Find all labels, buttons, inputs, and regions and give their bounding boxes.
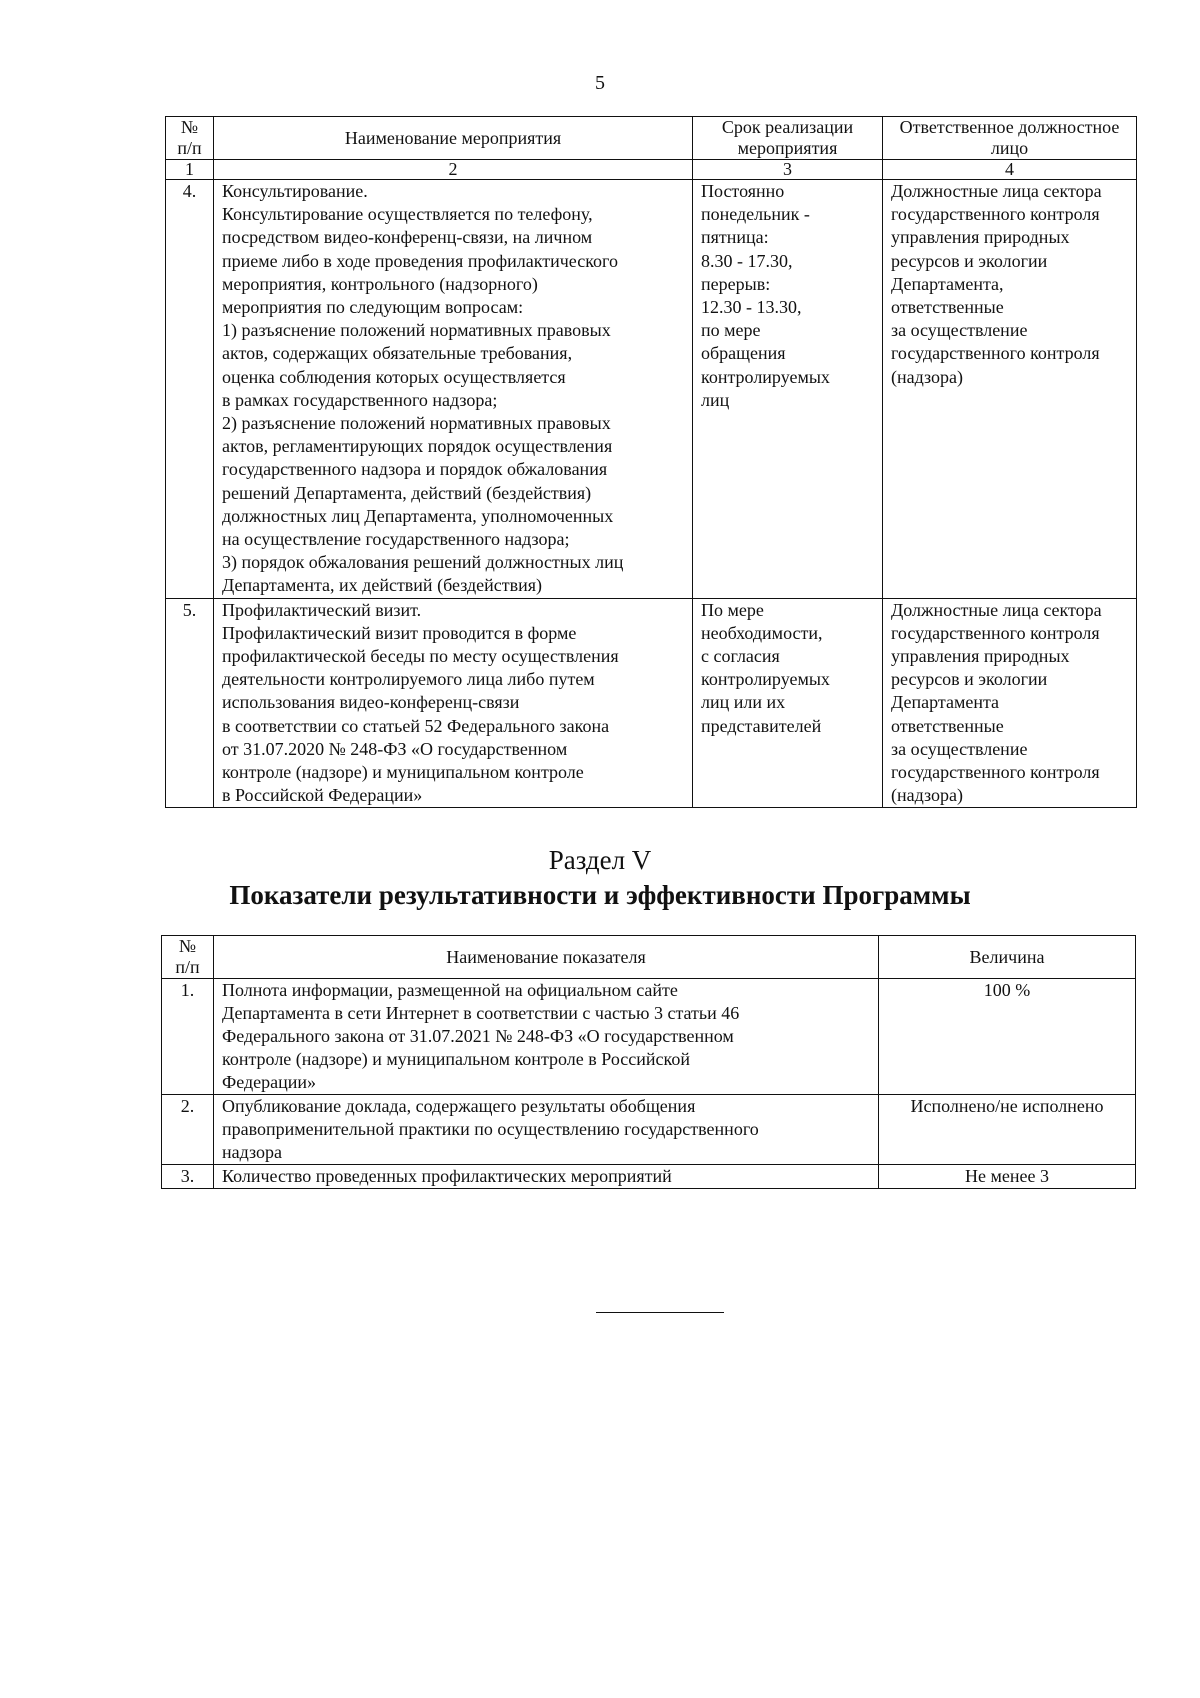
column-numbers-row [166, 160, 1137, 180]
cell-text-line: в рамках государственного надзора; [222, 389, 498, 410]
header-indicator-name: Наименование показателя [214, 936, 879, 979]
cell-text-line: ответственные [891, 715, 1004, 736]
cell-text-line: мероприятия, контрольного (надзорного) [222, 273, 538, 294]
cell-text-line: контролируемых [701, 366, 830, 387]
indicator-name-cell [214, 979, 879, 1095]
header-num-line: п/п [177, 138, 202, 158]
cell-text-line: Профилактический визит. [222, 599, 422, 620]
cell-text-line: 12.30 - 13.30, [701, 297, 802, 318]
column-number: 3 [693, 160, 883, 180]
cell-text-line: оценка соблюдения которых осуществляется [222, 366, 566, 387]
cell-text-line: контроле (надзоре) и муниципальном контроле [222, 762, 584, 783]
indicator-value: 100 % [879, 979, 1136, 1095]
cell-text-line: Опубликование доклада, содержащего результаты обобщения [222, 1096, 696, 1116]
cell-text-line: должностных лиц Департамента, уполномоченных [222, 505, 614, 526]
cell-text-line: Постоянно [701, 181, 785, 201]
event-term-cell [693, 180, 883, 599]
row-number: 3. [162, 1165, 214, 1189]
table-row [166, 598, 1137, 808]
cell-text-line: в Российской Федерации» [222, 785, 423, 806]
cell-text-line: лиц или их [701, 692, 786, 713]
event-term-cell [693, 598, 883, 808]
cell-text-line: понедельник - [701, 204, 810, 225]
row-number: 2. [162, 1095, 214, 1165]
event-name-cell [214, 598, 693, 808]
cell-text-line: государственного контроля [891, 622, 1100, 643]
header-responsible-line: Ответственное должностное [899, 117, 1120, 137]
indicator-value: Исполнено/не исполнено [879, 1095, 1136, 1165]
cell-text-line: за осуществление [891, 738, 1028, 759]
header-name: Наименование мероприятия [214, 117, 693, 160]
cell-text-line: надзора [222, 1142, 282, 1162]
cell-text-line: на осуществление государственного надзора; [222, 529, 570, 550]
cell-text-line: Количество проведенных профилактических мероприятий [222, 1166, 672, 1186]
header-term-line: Срок реализации [721, 117, 854, 137]
cell-text-line: актов, регламентирующих порядок осуществления [222, 436, 613, 457]
column-number: 4 [883, 160, 1137, 180]
column-number: 1 [166, 160, 214, 180]
cell-text-line: деятельности контролируемого лица либо путем [222, 669, 595, 690]
cell-text-line: правоприменительной практики по осуществлению государственного [222, 1119, 759, 1139]
event-name-cell [214, 180, 693, 599]
cell-text-line: лиц [701, 389, 730, 410]
header-term-line: мероприятия [737, 138, 838, 158]
cell-text-line: ресурсов и экологии [891, 669, 1048, 690]
cell-text-line: государственного контроля [891, 343, 1100, 364]
cell-text-line: Департамента в сети Интернет в соответствии с частью 3 статьи 46 [222, 1003, 740, 1023]
column-number: 2 [214, 160, 693, 180]
cell-text-line: профилактической беседы по месту осуществления [222, 646, 619, 667]
event-responsible-cell [883, 180, 1137, 599]
header-num-line: № [178, 936, 197, 956]
events-table-header [166, 117, 1137, 160]
cell-text-line: По мере [701, 599, 764, 620]
cell-text-line: решений Департамента, действий (бездействия) [222, 482, 592, 503]
indicators-table-header [162, 936, 1136, 979]
cell-text-line: 1) разъяснение положений нормативных правовых [222, 320, 611, 341]
cell-text-line: Полнота информации, размещенной на официальном сайте [222, 980, 678, 1000]
cell-text-line: контроле (надзоре) и муниципальном контроле в Российской [222, 1049, 690, 1069]
row-number: 1. [162, 979, 214, 1095]
section-label: Раздел V [548, 845, 652, 875]
cell-text-line: (надзора) [891, 785, 963, 806]
cell-text-line: Департамента, их действий (бездействия) [222, 575, 543, 596]
cell-text-line: (надзора) [891, 366, 963, 387]
cell-text-line: 3) порядок обжалования решений должностных лиц [222, 552, 624, 573]
table-row [162, 1165, 1136, 1189]
row-number: 5. [166, 598, 214, 808]
cell-text-line: представителей [701, 715, 822, 736]
cell-text-line: использования видео-конференц-связи [222, 692, 520, 713]
events-table [165, 116, 1137, 808]
cell-text-line: Должностные лица сектора [891, 599, 1102, 620]
cell-text-line: посредством видео-конференц-связи, на личном [222, 227, 593, 248]
cell-text-line: Департамента [891, 692, 1000, 713]
cell-text-line: государственного контроля [891, 762, 1100, 783]
cell-text-line: в соответствии со статьей 52 Федерального закона [222, 715, 610, 736]
indicator-name-cell [214, 1095, 879, 1165]
table-row [162, 979, 1136, 1095]
header-num-line: № [180, 117, 199, 137]
cell-text-line: с согласия [701, 646, 780, 667]
cell-text-line: Федерального закона от 31.07.2021 № 248-ФЗ «О государственном [222, 1026, 734, 1046]
table-row [166, 180, 1137, 599]
cell-text-line: государственного контроля [891, 204, 1100, 225]
cell-text-line: обращения [701, 343, 786, 364]
header-term [693, 117, 883, 160]
cell-text-line: необходимости, [701, 622, 823, 643]
cell-text-line: Департамента, [891, 273, 1004, 294]
cell-text-line: государственного надзора и порядок обжалования [222, 459, 608, 480]
indicators-table [161, 935, 1136, 1189]
header-responsible [883, 117, 1137, 160]
header-num [162, 936, 214, 979]
closing-rule [596, 1312, 724, 1313]
cell-text-line: управления природных [891, 227, 1070, 248]
cell-text-line: Профилактический визит проводится в форме [222, 622, 577, 643]
header-num-line: п/п [175, 957, 200, 977]
cell-text-line: пятница: [701, 227, 769, 248]
event-responsible-cell [883, 598, 1137, 808]
cell-text-line: Должностные лица сектора [891, 181, 1102, 201]
cell-text-line: мероприятия по следующим вопросам: [222, 297, 524, 318]
table-row [162, 1095, 1136, 1165]
header-responsible-line: лицо [990, 138, 1029, 158]
cell-text-line: Консультирование осуществляется по телефону, [222, 204, 593, 225]
cell-text-line: ответственные [891, 297, 1004, 318]
cell-text-line: Консультирование. [222, 181, 368, 201]
cell-text-line: управления природных [891, 646, 1070, 667]
cell-text-line: за осуществление [891, 320, 1028, 341]
cell-text-line: 8.30 - 17.30, [701, 250, 793, 271]
cell-text-line: по мере [701, 320, 761, 341]
cell-text-line: Федерации» [222, 1072, 317, 1092]
cell-text-line: приеме либо в ходе проведения профилактического [222, 250, 618, 271]
cell-text-line: от 31.07.2020 № 248-ФЗ «О государственном [222, 738, 568, 759]
cell-text-line: ресурсов и экологии [891, 250, 1048, 271]
cell-text-line: актов, содержащих обязательные требования, [222, 343, 573, 364]
header-value: Величина [879, 936, 1136, 979]
header-num [166, 117, 214, 160]
cell-text-line: контролируемых [701, 669, 830, 690]
indicator-value: Не менее 3 [879, 1165, 1136, 1189]
row-number: 4. [166, 180, 214, 599]
indicator-name-cell [214, 1165, 879, 1189]
page-number: 5 [595, 72, 605, 94]
section-title: Показатели результативности и эффективности Программы [229, 880, 971, 910]
cell-text-line: 2) разъяснение положений нормативных правовых [222, 413, 611, 434]
cell-text-line: перерыв: [701, 273, 771, 294]
